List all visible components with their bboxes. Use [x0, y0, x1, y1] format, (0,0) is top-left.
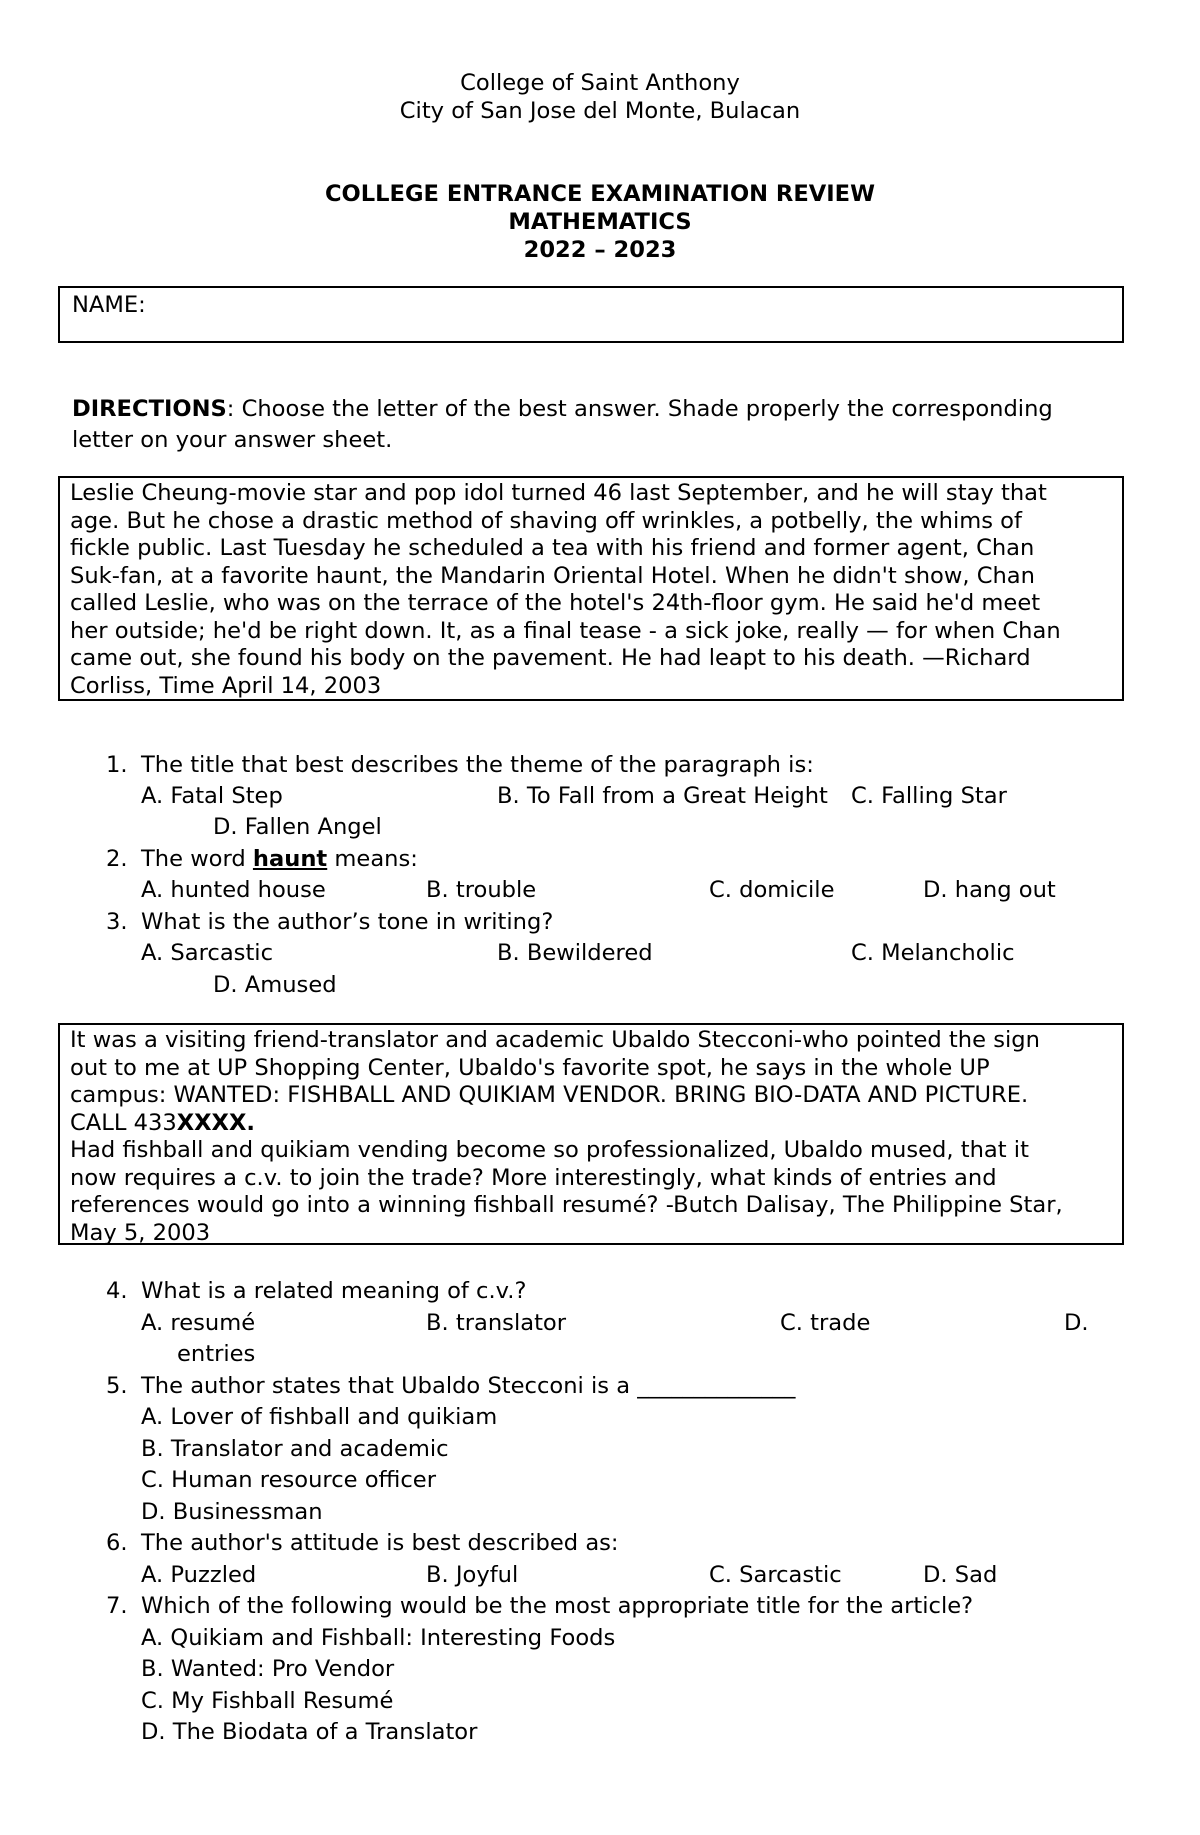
question-4-text: What is a related meaning of c.v.? [141, 1278, 527, 1304]
question-4-number: 4. [106, 1278, 128, 1304]
question-2-option-d[interactable]: D. hang out [923, 877, 1056, 903]
question-4-option-c[interactable]: C. trade [780, 1310, 871, 1336]
question-5-option-b[interactable]: B. Translator and academic [141, 1436, 449, 1462]
question-2-post: means: [327, 846, 418, 872]
school-location: City of San Jose del Monte, Bulacan [399, 98, 801, 124]
question-4-option-b[interactable]: B. translator [426, 1310, 567, 1336]
question-1-option-b[interactable]: B. To Fall from a Great Height [497, 783, 828, 809]
question-2-option-a[interactable]: A. hunted house [141, 877, 326, 903]
passage-1-line: called Leslie, who was on the terrace of the hotel's 24th-floor gym. He said he'd meet [70, 590, 1041, 616]
passage-2-line: May 5, 2003 [70, 1219, 211, 1246]
question-6-option-d[interactable]: D. Sad [923, 1562, 998, 1588]
question-1-option-d[interactable]: D. Fallen Angel [213, 814, 382, 840]
passage-2-line [70, 1110, 1112, 1138]
question-4-option-a[interactable]: A. resumé [141, 1310, 256, 1336]
question-5-option-a[interactable]: A. Lover of fishball and quikiam [141, 1404, 498, 1430]
question-2-option-b[interactable]: B. trouble [426, 877, 537, 903]
question-4-option-d-text[interactable]: entries [177, 1341, 256, 1367]
passage-1-line: her outside; he'd be right down. It, as a final tease - a sick joke, really — for when Chan [70, 617, 1061, 644]
passage-2-line: It was a visiting friend-translator and academic Ubaldo Stecconi-who pointed the sign [70, 1027, 1040, 1053]
passage-2 [58, 1023, 1124, 1245]
passage-2-line: out to me at UP Shopping Center, Ubaldo's favorite spot, he says in the whole UP [70, 1054, 990, 1081]
directions-text-2: letter on your answer sheet. [72, 427, 393, 453]
passage-1-line: fickle public. Last Tuesday he scheduled a tea with his friend and former agent, Chan [70, 535, 1035, 561]
name-field[interactable] [58, 286, 1124, 343]
call-number: CALL 433 [70, 1109, 177, 1136]
exam-subject: MATHEMATICS [508, 209, 692, 235]
exam-year: 2022 – 2023 [523, 237, 677, 263]
name-label: NAME: [72, 292, 146, 318]
question-7-option-d[interactable]: D. The Biodata of a Translator [141, 1719, 478, 1745]
question-3-option-a[interactable]: A. Sarcastic [141, 940, 273, 966]
question-6-option-a[interactable]: A. Puzzled [141, 1562, 257, 1588]
question-6-option-b[interactable]: B. Joyful [426, 1562, 519, 1588]
question-7-option-a[interactable]: A. Quikiam and Fishball: Interesting Foods [141, 1625, 616, 1651]
passage-2-line: now requires a c.v. to join the trade? More interestingly, what kinds of entries and [70, 1164, 997, 1191]
question-3-text: What is the author’s tone in writing? [141, 909, 554, 935]
passage-1-line: Suk-fan, at a favorite haunt, the Mandarin Oriental Hotel. When he didn't show, Chan [70, 562, 1035, 589]
question-2-number: 2. [106, 846, 128, 872]
question-6-text: The author's attitude is best described as: [141, 1530, 619, 1556]
question-2-option-c[interactable]: C. domicile [709, 877, 835, 903]
passage-1-line: Leslie Cheung-movie star and pop idol turned 46 last September, and he will stay that [70, 480, 1047, 506]
question-2-text [141, 846, 418, 872]
question-6-number: 6. [106, 1530, 128, 1556]
directions [72, 396, 1053, 422]
passage-2-line: references would go into a winning fishball resumé? -Butch Dalisay, The Philippine Star, [70, 1192, 1063, 1218]
question-3-option-b[interactable]: B. Bewildered [497, 940, 653, 966]
question-5-text: The author states that Ubaldo Stecconi is a ______________ [141, 1373, 796, 1399]
question-1-option-a[interactable]: A. Fatal Step [141, 783, 283, 809]
question-2-keyword: haunt [252, 846, 328, 872]
question-4-option-d[interactable]: D. [1064, 1310, 1089, 1336]
question-7-option-b[interactable]: B. Wanted: Pro Vendor [141, 1656, 395, 1682]
question-5-number: 5. [106, 1373, 128, 1399]
passage-1-line: age. But he chose a drastic method of shaving off wrinkles, a potbelly, the whims of [70, 507, 1022, 534]
question-1-text: The title that best describes the theme of the paragraph is: [141, 752, 814, 778]
passage-2-line: campus: WANTED: FISHBALL AND QUIKIAM VENDOR. BRING BIO-DATA AND PICTURE. [70, 1082, 1029, 1108]
question-5-option-c[interactable]: C. Human resource officer [141, 1467, 436, 1493]
question-6-option-c[interactable]: C. Sarcastic [709, 1562, 842, 1588]
school-name: College of Saint Anthony [460, 70, 740, 96]
redacted-number: XXXX. [176, 1109, 255, 1136]
question-5-option-d[interactable]: D. Businessman [141, 1499, 323, 1525]
directions-text-1: : Choose the letter of the best answer. Shade properly the corresponding [226, 396, 1053, 422]
directions-label: DIRECTIONS [72, 396, 227, 422]
question-7-text: Which of the following would be the most appropriate title for the article? [141, 1593, 974, 1619]
question-3-option-c[interactable]: C. Melancholic [851, 940, 1015, 966]
question-3-option-d[interactable]: D. Amused [213, 972, 337, 998]
exam-title: COLLEGE ENTRANCE EXAMINATION REVIEW [324, 181, 876, 207]
question-2-pre: The word [141, 846, 253, 872]
question-3-number: 3. [106, 909, 128, 935]
question-7-option-c[interactable]: C. My Fishball Resumé [141, 1688, 394, 1714]
passage-1 [58, 476, 1124, 701]
question-1-number: 1. [106, 752, 128, 778]
passage-1-line: Corliss, Time April 14, 2003 [70, 672, 382, 699]
passage-1-line: came out, she found his body on the pavement. He had leapt to his death. —Richard [70, 645, 1031, 671]
passage-2-line: Had fishball and quikiam vending become so professionalized, Ubaldo mused, that it [70, 1137, 1029, 1163]
question-7-number: 7. [106, 1593, 128, 1619]
question-1-option-c[interactable]: C. Falling Star [851, 783, 1007, 809]
